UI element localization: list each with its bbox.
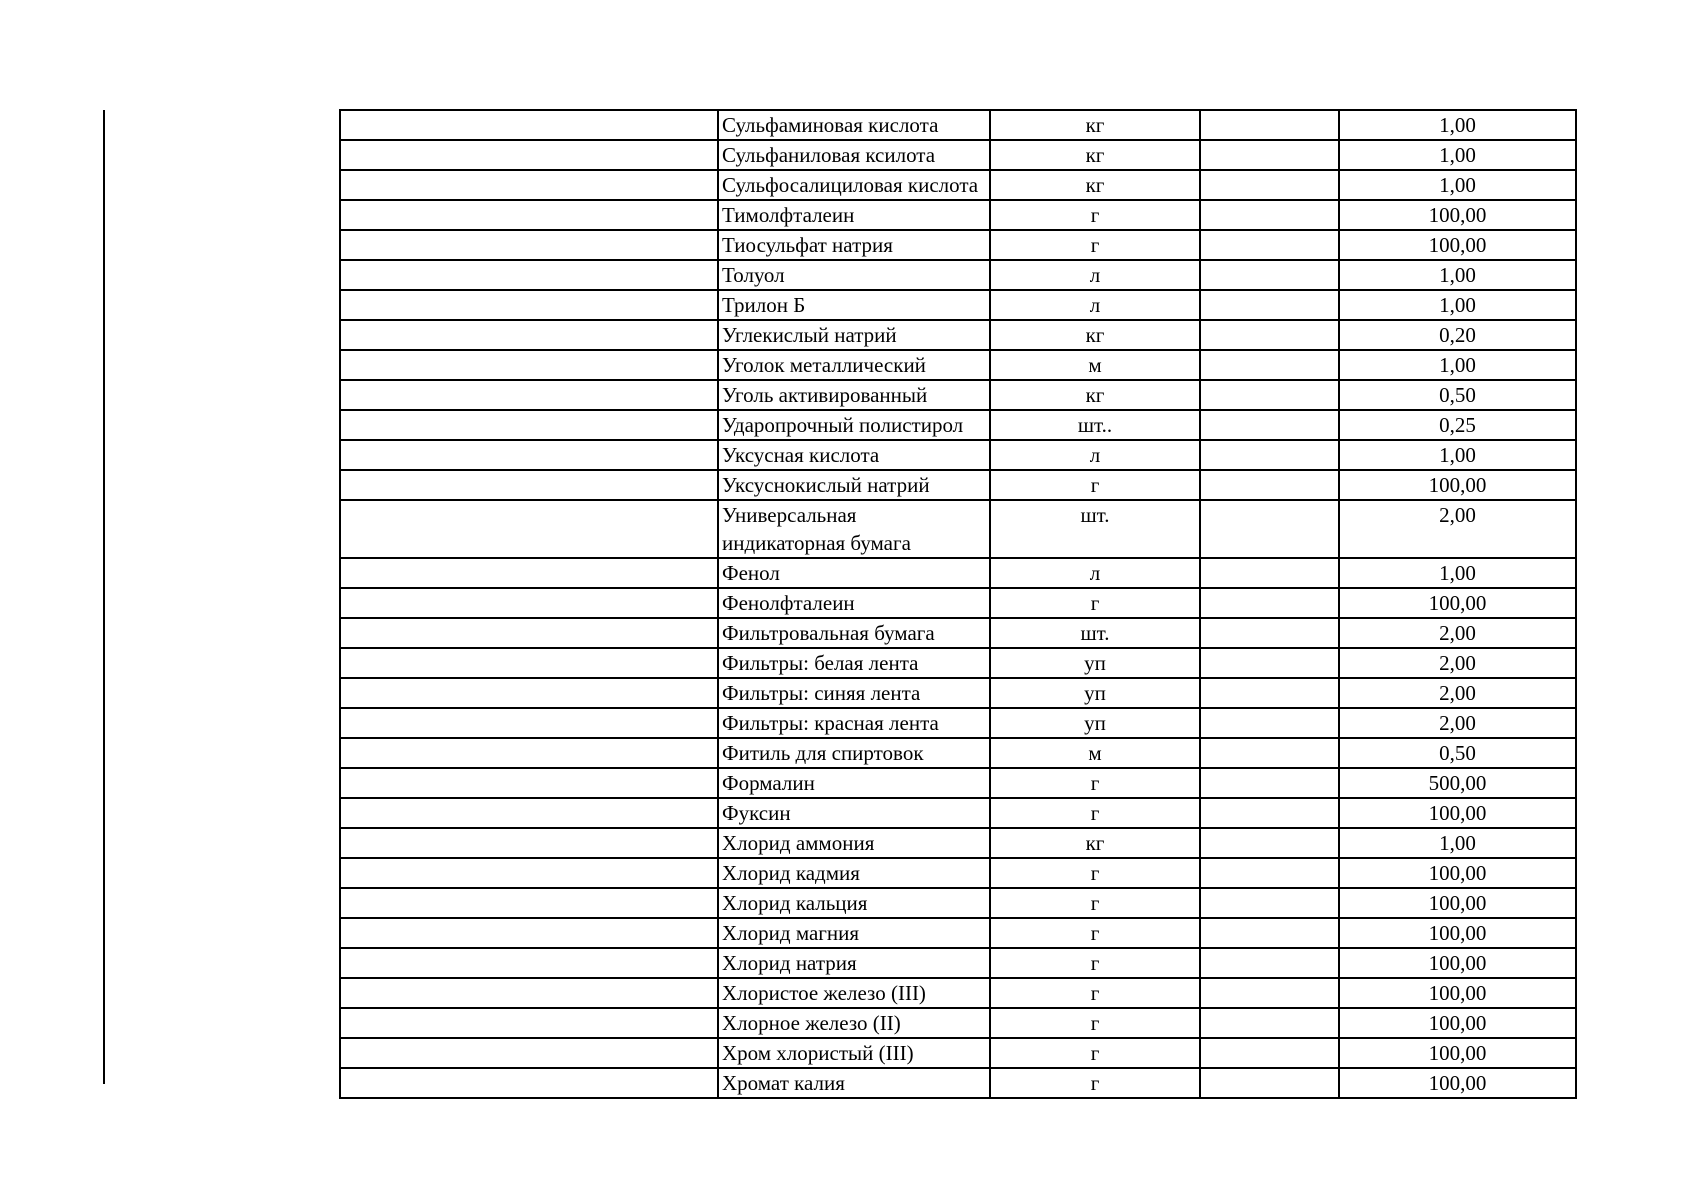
item-name-cell bbox=[718, 1008, 990, 1038]
table-row bbox=[340, 140, 1576, 170]
quantity-cell: 0,50 bbox=[1339, 380, 1576, 410]
item-name-cell bbox=[718, 738, 990, 768]
empty-cell bbox=[1200, 320, 1339, 350]
empty-cell bbox=[340, 1068, 718, 1098]
unit-cell: шт.. bbox=[990, 410, 1200, 440]
empty-cell bbox=[1200, 1008, 1339, 1038]
empty-cell bbox=[340, 200, 718, 230]
unit-cell: уп bbox=[990, 648, 1200, 678]
quantity-cell: 2,00 bbox=[1339, 648, 1576, 678]
item-name-line: Толуол bbox=[722, 263, 785, 287]
unit-cell: кг bbox=[990, 110, 1200, 140]
unit-cell: л bbox=[990, 440, 1200, 470]
unit-cell: г bbox=[990, 588, 1200, 618]
table-row bbox=[340, 588, 1576, 618]
table-row bbox=[340, 768, 1576, 798]
unit-cell: г bbox=[990, 1038, 1200, 1068]
item-name-line: Углекислый натрий bbox=[722, 323, 897, 347]
quantity-cell: 500,00 bbox=[1339, 768, 1576, 798]
item-name-cell bbox=[718, 260, 990, 290]
item-name-cell bbox=[718, 1038, 990, 1068]
table-row bbox=[340, 1008, 1576, 1038]
reagents-table-body bbox=[340, 110, 1576, 1098]
item-name-line: Ударопрочный полистирол bbox=[722, 413, 964, 437]
quantity-cell: 100,00 bbox=[1339, 200, 1576, 230]
table-row bbox=[340, 918, 1576, 948]
table-row bbox=[340, 470, 1576, 500]
item-name-cell bbox=[718, 410, 990, 440]
item-name-cell bbox=[718, 828, 990, 858]
empty-cell bbox=[1200, 140, 1339, 170]
quantity-cell: 2,00 bbox=[1339, 708, 1576, 738]
empty-cell bbox=[1200, 260, 1339, 290]
table-row bbox=[340, 888, 1576, 918]
item-name-cell bbox=[718, 140, 990, 170]
quantity-cell: 0,20 bbox=[1339, 320, 1576, 350]
item-name-line: Фильтры: красная лента bbox=[722, 711, 939, 735]
quantity-cell: 100,00 bbox=[1339, 978, 1576, 1008]
unit-cell: г bbox=[990, 200, 1200, 230]
empty-cell bbox=[1200, 1068, 1339, 1098]
empty-cell bbox=[340, 888, 718, 918]
quantity-cell: 100,00 bbox=[1339, 858, 1576, 888]
empty-cell bbox=[340, 440, 718, 470]
item-name-line: Уголь активированный bbox=[722, 383, 928, 407]
empty-cell bbox=[1200, 858, 1339, 888]
item-name-line: Хлористое железо (III) bbox=[722, 981, 926, 1005]
empty-cell bbox=[1200, 618, 1339, 648]
unit-cell: шт. bbox=[990, 500, 1200, 558]
item-name-line: Уксуснокислый натрий bbox=[722, 473, 930, 497]
empty-cell bbox=[340, 828, 718, 858]
unit-cell: г bbox=[990, 768, 1200, 798]
unit-cell: л bbox=[990, 290, 1200, 320]
item-name-cell bbox=[718, 558, 990, 588]
item-name-line: Тимолфталеин bbox=[722, 203, 855, 227]
empty-cell bbox=[1200, 798, 1339, 828]
empty-cell bbox=[1200, 230, 1339, 260]
item-name-cell bbox=[718, 768, 990, 798]
item-name-line: Фуксин bbox=[722, 801, 791, 825]
empty-cell bbox=[1200, 918, 1339, 948]
table-row bbox=[340, 558, 1576, 588]
quantity-cell: 1,00 bbox=[1339, 440, 1576, 470]
table-row bbox=[340, 380, 1576, 410]
quantity-cell: 1,00 bbox=[1339, 140, 1576, 170]
empty-cell bbox=[340, 558, 718, 588]
table-row bbox=[340, 320, 1576, 350]
quantity-cell: 2,00 bbox=[1339, 678, 1576, 708]
table-row bbox=[340, 678, 1576, 708]
empty-cell bbox=[1200, 708, 1339, 738]
item-name-cell bbox=[718, 290, 990, 320]
quantity-cell: 1,00 bbox=[1339, 558, 1576, 588]
page-margin-line bbox=[103, 110, 105, 1084]
item-name-cell bbox=[718, 588, 990, 618]
empty-cell bbox=[1200, 768, 1339, 798]
item-name-cell bbox=[718, 470, 990, 500]
empty-cell bbox=[340, 140, 718, 170]
unit-cell: г bbox=[990, 470, 1200, 500]
empty-cell bbox=[340, 948, 718, 978]
table-row bbox=[340, 230, 1576, 260]
table-row bbox=[340, 260, 1576, 290]
empty-cell bbox=[1200, 470, 1339, 500]
quantity-cell: 100,00 bbox=[1339, 1068, 1576, 1098]
quantity-cell: 0,25 bbox=[1339, 410, 1576, 440]
empty-cell bbox=[340, 708, 718, 738]
empty-cell bbox=[340, 1038, 718, 1068]
empty-cell bbox=[340, 678, 718, 708]
table-row bbox=[340, 708, 1576, 738]
empty-cell bbox=[340, 738, 718, 768]
empty-cell bbox=[340, 290, 718, 320]
item-name-line: Сульфаминовая кислота bbox=[722, 113, 939, 137]
empty-cell bbox=[1200, 678, 1339, 708]
unit-cell: уп bbox=[990, 708, 1200, 738]
item-name-line: Фильтры: синяя лента bbox=[722, 681, 921, 705]
empty-cell bbox=[340, 260, 718, 290]
empty-cell bbox=[340, 918, 718, 948]
unit-cell: г bbox=[990, 918, 1200, 948]
item-name-cell bbox=[718, 798, 990, 828]
empty-cell bbox=[1200, 110, 1339, 140]
unit-cell: г bbox=[990, 858, 1200, 888]
table-row bbox=[340, 350, 1576, 380]
empty-cell bbox=[1200, 888, 1339, 918]
empty-cell bbox=[340, 618, 718, 648]
reagents-table bbox=[339, 109, 1577, 1099]
item-name-line: Хлорид кадмия bbox=[722, 861, 860, 885]
item-name-line: Универсальная bbox=[722, 503, 857, 527]
empty-cell bbox=[340, 1008, 718, 1038]
item-name-line: Хром хлористый (III) bbox=[722, 1041, 914, 1065]
item-name-cell bbox=[718, 918, 990, 948]
empty-cell bbox=[1200, 828, 1339, 858]
table-row bbox=[340, 648, 1576, 678]
item-name-line: индикаторная бумага bbox=[722, 531, 911, 555]
quantity-cell: 1,00 bbox=[1339, 110, 1576, 140]
unit-cell: уп bbox=[990, 678, 1200, 708]
table-row bbox=[340, 828, 1576, 858]
empty-cell bbox=[1200, 200, 1339, 230]
empty-cell bbox=[1200, 1038, 1339, 1068]
quantity-cell: 2,00 bbox=[1339, 618, 1576, 648]
empty-cell bbox=[340, 588, 718, 618]
empty-cell bbox=[1200, 440, 1339, 470]
unit-cell: л bbox=[990, 558, 1200, 588]
table-row bbox=[340, 1038, 1576, 1068]
item-name-cell bbox=[718, 948, 990, 978]
item-name-cell bbox=[718, 618, 990, 648]
empty-cell bbox=[1200, 558, 1339, 588]
unit-cell: кг bbox=[990, 380, 1200, 410]
quantity-cell: 1,00 bbox=[1339, 350, 1576, 380]
item-name-cell bbox=[718, 440, 990, 470]
quantity-cell: 100,00 bbox=[1339, 1008, 1576, 1038]
quantity-cell: 100,00 bbox=[1339, 1038, 1576, 1068]
item-name-line: Сульфосалициловая кислота bbox=[722, 173, 979, 197]
table-row bbox=[340, 858, 1576, 888]
item-name-cell bbox=[718, 380, 990, 410]
table-row bbox=[340, 978, 1576, 1008]
unit-cell: шт. bbox=[990, 618, 1200, 648]
unit-cell: г bbox=[990, 230, 1200, 260]
empty-cell bbox=[1200, 948, 1339, 978]
item-name-cell bbox=[718, 1068, 990, 1098]
table-row bbox=[340, 290, 1576, 320]
empty-cell bbox=[1200, 350, 1339, 380]
unit-cell: г bbox=[990, 1068, 1200, 1098]
quantity-cell: 0,50 bbox=[1339, 738, 1576, 768]
empty-cell bbox=[1200, 978, 1339, 1008]
table-row bbox=[340, 948, 1576, 978]
quantity-cell: 100,00 bbox=[1339, 230, 1576, 260]
table-row bbox=[340, 170, 1576, 200]
item-name-line: Хлорид аммония bbox=[722, 831, 875, 855]
item-name-line: Трилон Б bbox=[722, 293, 806, 317]
item-name-line: Фильтровальная бумага bbox=[722, 621, 935, 645]
table-row bbox=[340, 738, 1576, 768]
item-name-cell bbox=[718, 350, 990, 380]
item-name-cell bbox=[718, 200, 990, 230]
table-row bbox=[340, 798, 1576, 828]
empty-cell bbox=[340, 110, 718, 140]
empty-cell bbox=[1200, 500, 1339, 558]
empty-cell bbox=[1200, 290, 1339, 320]
quantity-cell: 100,00 bbox=[1339, 470, 1576, 500]
item-name-line: Формалин bbox=[722, 771, 815, 795]
item-name-line: Хлорид магния bbox=[722, 921, 860, 945]
quantity-cell: 2,00 bbox=[1339, 500, 1576, 558]
empty-cell bbox=[340, 350, 718, 380]
table-row bbox=[340, 410, 1576, 440]
item-name-cell bbox=[718, 978, 990, 1008]
unit-cell: л bbox=[990, 260, 1200, 290]
empty-cell bbox=[340, 230, 718, 260]
empty-cell bbox=[1200, 380, 1339, 410]
item-name-line: Хлорид кальция bbox=[722, 891, 868, 915]
empty-cell bbox=[1200, 648, 1339, 678]
unit-cell: г bbox=[990, 1008, 1200, 1038]
item-name-line: Фенолфталеин bbox=[722, 591, 855, 615]
empty-cell bbox=[340, 380, 718, 410]
item-name-cell bbox=[718, 678, 990, 708]
quantity-cell: 100,00 bbox=[1339, 888, 1576, 918]
empty-cell bbox=[340, 858, 718, 888]
table-row bbox=[340, 1068, 1576, 1098]
unit-cell: г bbox=[990, 948, 1200, 978]
item-name-line: Фильтры: белая лента bbox=[722, 651, 919, 675]
empty-cell bbox=[340, 500, 718, 558]
item-name-line: Сульфаниловая ксилота bbox=[722, 143, 936, 167]
item-name-cell bbox=[718, 888, 990, 918]
item-name-cell bbox=[718, 320, 990, 350]
quantity-cell: 1,00 bbox=[1339, 170, 1576, 200]
item-name-line: Хромат калия bbox=[722, 1071, 845, 1095]
item-name-cell bbox=[718, 170, 990, 200]
unit-cell: г bbox=[990, 978, 1200, 1008]
empty-cell bbox=[1200, 170, 1339, 200]
unit-cell: кг bbox=[990, 140, 1200, 170]
unit-cell: м bbox=[990, 350, 1200, 380]
unit-cell: г bbox=[990, 888, 1200, 918]
empty-cell bbox=[340, 470, 718, 500]
unit-cell: м bbox=[990, 738, 1200, 768]
quantity-cell: 100,00 bbox=[1339, 798, 1576, 828]
table-row bbox=[340, 200, 1576, 230]
empty-cell bbox=[1200, 410, 1339, 440]
item-name-cell bbox=[718, 500, 990, 558]
empty-cell bbox=[340, 798, 718, 828]
empty-cell bbox=[1200, 588, 1339, 618]
unit-cell: кг bbox=[990, 320, 1200, 350]
empty-cell bbox=[340, 410, 718, 440]
item-name-cell bbox=[718, 708, 990, 738]
empty-cell bbox=[1200, 738, 1339, 768]
table-row bbox=[340, 618, 1576, 648]
quantity-cell: 100,00 bbox=[1339, 588, 1576, 618]
empty-cell bbox=[340, 170, 718, 200]
quantity-cell: 100,00 bbox=[1339, 918, 1576, 948]
item-name-cell bbox=[718, 648, 990, 678]
quantity-cell: 1,00 bbox=[1339, 290, 1576, 320]
quantity-cell: 1,00 bbox=[1339, 828, 1576, 858]
item-name-line: Уголок металлический bbox=[722, 353, 926, 377]
item-name-cell bbox=[718, 110, 990, 140]
item-name-line: Уксусная кислота bbox=[722, 443, 880, 467]
empty-cell bbox=[340, 648, 718, 678]
table-row bbox=[340, 500, 1576, 558]
item-name-line: Хлорид натрия bbox=[722, 951, 857, 975]
table-row bbox=[340, 440, 1576, 470]
item-name-line: Хлорное железо (II) bbox=[722, 1011, 901, 1035]
unit-cell: кг bbox=[990, 828, 1200, 858]
empty-cell bbox=[340, 768, 718, 798]
quantity-cell: 1,00 bbox=[1339, 260, 1576, 290]
empty-cell bbox=[340, 978, 718, 1008]
item-name-line: Тиосульфат натрия bbox=[722, 233, 893, 257]
table-row bbox=[340, 110, 1576, 140]
unit-cell: кг bbox=[990, 170, 1200, 200]
reagents-table-container bbox=[339, 109, 1577, 1099]
item-name-cell bbox=[718, 858, 990, 888]
unit-cell: г bbox=[990, 798, 1200, 828]
quantity-cell: 100,00 bbox=[1339, 948, 1576, 978]
item-name-line: Фенол bbox=[722, 561, 780, 585]
item-name-line: Фитиль для спиртовок bbox=[722, 741, 924, 765]
item-name-cell bbox=[718, 230, 990, 260]
empty-cell bbox=[340, 320, 718, 350]
